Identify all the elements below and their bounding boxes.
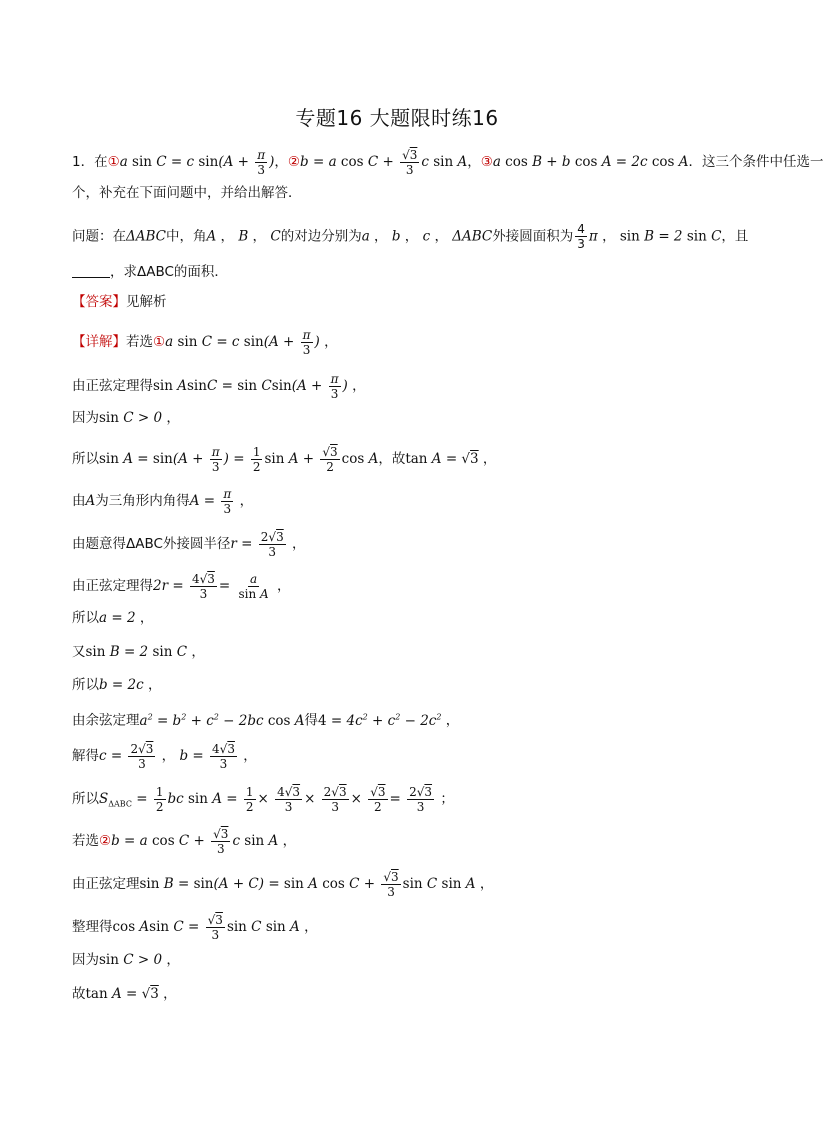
step-line: 又sin B = 2 sin C ， (72, 644, 205, 660)
step-line: 由题意得ΔABC外接圆半径r = $\frac{2√3}{3}$ ， (72, 530, 306, 559)
step-line: 由正弦定理得2r = $\frac{4√3}{3}$ = $\frac{a}{\text{sin A}}$ ， (72, 572, 291, 601)
answer-tag: 【答案】 (72, 294, 126, 310)
question-line-4: ，求ΔABC的面积． (72, 262, 228, 282)
step-line: 所以a = 2 ， (72, 610, 154, 626)
step-line: 由A为三角形内角得A = $\frac{\pi}{3}$ ， (72, 487, 254, 516)
step-line: 由余弦定理$a^2 = b^2 + c^2 - 2bc$ cos A得$4 = 4c^2 + c^2 - 2c^2$ ， (72, 712, 460, 729)
step-line: 所以b = 2c ， (72, 677, 162, 693)
question-line-3: 问题：在ΔABC中，角A ， B ， C的对边分别为a ， b ， c ， ΔABC外接圆面积为 $\frac{4}{3}$ π ， sin B = 2 sin C，且 (72, 222, 749, 251)
step-line: 由正弦定理得sin AsinC = sin Csin(A + $\frac{\pi}{3}$ ) ， (72, 372, 366, 401)
step-line: 所以$S_{\Delta ABC}$ = $\frac{1}{2}$ bc sin A = $\frac{1}{2}$ × $\frac{4√3}{3}$ × $\frac{2√3}{3}$ × $\frac{√3}{2}$ = $\frac{2√3}{3}$ ； (72, 785, 454, 814)
detail-tag: 【详解】 (72, 334, 126, 350)
answer-line: 【答案】见解析 (72, 294, 167, 310)
step-line: 解得c = $\frac{2√3}{3}$ ， b = $\frac{4√3}{3}$ ， (72, 742, 257, 771)
step-line: 整理得cos Asin C = $\frac{√3}{3}$ sin C sin A ， (72, 913, 318, 942)
step-line: 故tan A = √3 ， (72, 986, 177, 1002)
question-line-1: 1．在①a sin C = c sin(A + $\frac{\pi}{3}$ )，②b = a cos C + $\frac{√3}{3}$ c sin A，③a cos B + b cos A = 2c cos A．这三个条件中任选一 (72, 148, 824, 177)
step-line: 因为sin C > 0 ， (72, 410, 180, 426)
step-line: 若选②b = a cos C + $\frac{√3}{3}$ c sin A ， (72, 827, 297, 856)
page-title: 专题16 大题限时练16 (295, 106, 499, 130)
step-line: 因为sin C > 0 ， (72, 952, 180, 968)
fill-blank (72, 263, 110, 278)
question-line-2: 个，补充在下面问题中，并给出解答． (72, 185, 302, 201)
step-line: 由正弦定理sin B = sin(A + C) = sin A cos C + $\frac{√3}{3}$ sin C sin A ， (72, 870, 494, 899)
step-line: 所以sin A = sin(A + $\frac{\pi}{3}$ ) = $\frac{1}{2}$ sin A + $\frac{√3}{2}$ cos A，故tan A = √3 ， (72, 445, 497, 474)
detail-line: 【详解】若选①a sin C = c sin(A + $\frac{\pi}{3}$ ) ， (72, 328, 338, 357)
